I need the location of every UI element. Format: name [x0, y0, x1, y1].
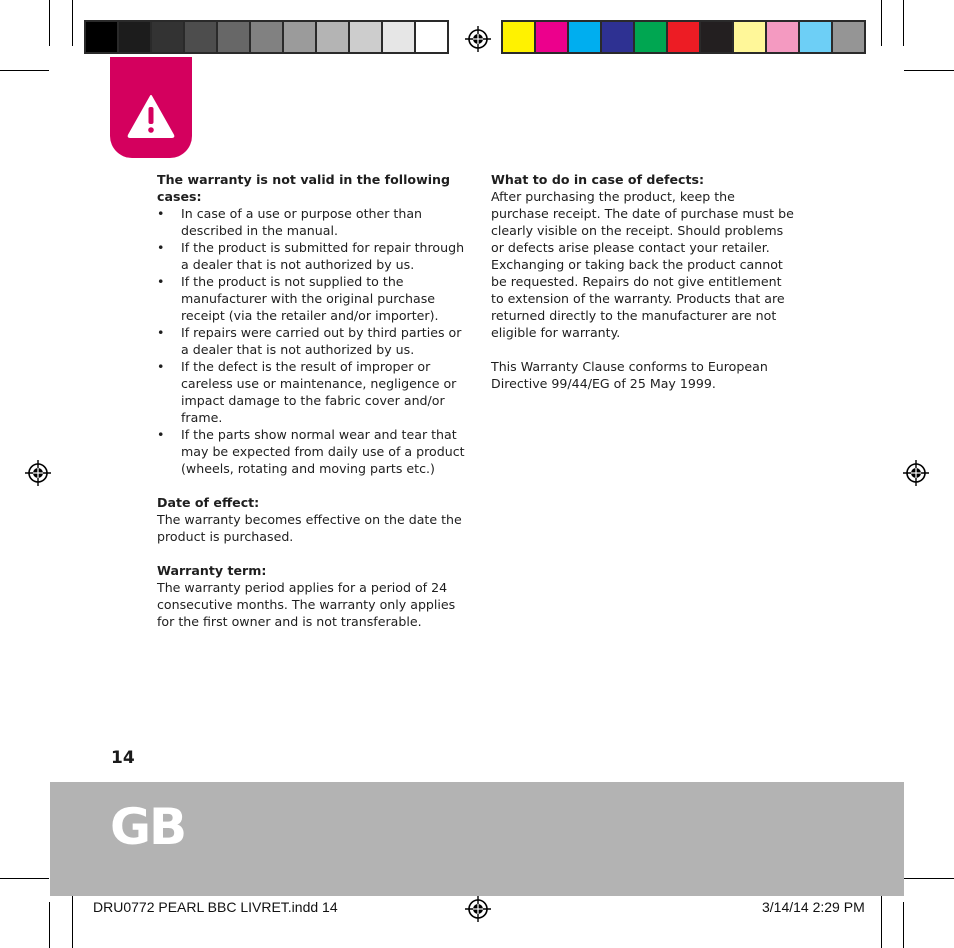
registration-mark-icon — [25, 460, 51, 486]
warranty-term-heading: Warranty term: — [157, 563, 267, 578]
list-item: • If the defect is the result of improper or careless use or maintenance, negligence or impact damage to the fabric cover and/or frame. — [157, 358, 467, 426]
crop-mark — [904, 70, 954, 71]
gray-swatch — [150, 20, 183, 54]
gray-swatch — [216, 20, 249, 54]
left-column — [157, 171, 467, 630]
list-item: • If the parts show normal wear and tear that may be expected from daily use of a product (wheels, rotating and moving parts etc.) — [157, 426, 467, 477]
color-swatch — [732, 20, 765, 54]
gray-swatch — [117, 20, 150, 54]
crop-mark — [903, 0, 904, 46]
crop-mark — [881, 890, 882, 948]
gray-swatch — [414, 20, 449, 54]
registration-mark-icon — [465, 896, 491, 922]
crop-mark — [881, 0, 882, 46]
crop-mark — [0, 878, 49, 879]
gray-swatch — [381, 20, 414, 54]
color-swatch — [567, 20, 600, 54]
warranty-term-text: The warranty period applies for a period of 24 consecutive months. The warranty only applies for the first owner and is not transferable. — [157, 580, 456, 629]
defects-text: After purchasing the product, keep the purchase receipt. The date of purchase must be clearly visible on the receipt. Should problems or defects arise please contact your retailer. Exchanging or taking back the product cannot be requested. Repairs do not give entitlement to extension of the warranty. Products that are returned directly to the manufacturer are not eligible for warranty. — [491, 189, 794, 340]
color-swatch — [600, 20, 633, 54]
list-item: • In case of a use or purpose other than described in the manual. — [157, 205, 467, 239]
date-of-effect-heading: Date of effect: — [157, 495, 260, 510]
color-swatch — [765, 20, 798, 54]
warning-triangle-icon — [126, 93, 176, 139]
color-swatch — [501, 20, 534, 54]
crop-mark — [49, 902, 50, 948]
grayscale-color-bar — [84, 20, 449, 54]
color-swatch — [831, 20, 866, 54]
registration-mark-icon — [465, 26, 491, 52]
color-swatch — [666, 20, 699, 54]
list-item: • If the product is submitted for repair through a dealer that is not authorized by us. — [157, 239, 467, 273]
crop-mark — [904, 878, 954, 879]
language-band — [50, 782, 904, 896]
crop-mark — [903, 902, 904, 948]
page-number: 14 — [111, 748, 135, 768]
list-item: • If repairs were carried out by third parties or a dealer that is not authorized by us. — [157, 324, 467, 358]
date-of-effect-text: The warranty becomes effective on the date the product is purchased. — [157, 512, 462, 544]
gray-swatch — [84, 20, 117, 54]
footer-file-info: DRU0772 PEARL BBC LIVRET.indd 14 — [93, 899, 338, 915]
color-swatch — [699, 20, 732, 54]
invalid-cases-list — [157, 205, 467, 477]
crop-mark — [49, 0, 50, 46]
crop-mark — [0, 70, 49, 71]
warranty-clause-text: This Warranty Clause conforms to European Directive 99/44/EG of 25 May 1999. — [491, 359, 768, 391]
gray-swatch — [183, 20, 216, 54]
right-column — [491, 171, 796, 392]
invalid-cases-heading: The warranty is not valid in the following cases: — [157, 172, 451, 204]
process-color-bar — [501, 20, 866, 54]
color-swatch — [798, 20, 831, 54]
crop-mark — [72, 0, 73, 46]
defects-heading: What to do in case of defects: — [491, 172, 705, 187]
registration-mark-icon — [903, 460, 929, 486]
color-swatch — [534, 20, 567, 54]
list-item: • If the product is not supplied to the manufacturer with the original purchase receipt (via the retailer and/or importer). — [157, 273, 467, 324]
footer-date-time: 3/14/14 2:29 PM — [762, 899, 865, 915]
gray-swatch — [249, 20, 282, 54]
gray-swatch — [315, 20, 348, 54]
color-swatch — [633, 20, 666, 54]
gray-swatch — [348, 20, 381, 54]
crop-mark — [72, 890, 73, 948]
warning-tab — [110, 57, 192, 158]
gray-swatch — [282, 20, 315, 54]
language-code: GB — [110, 798, 186, 856]
